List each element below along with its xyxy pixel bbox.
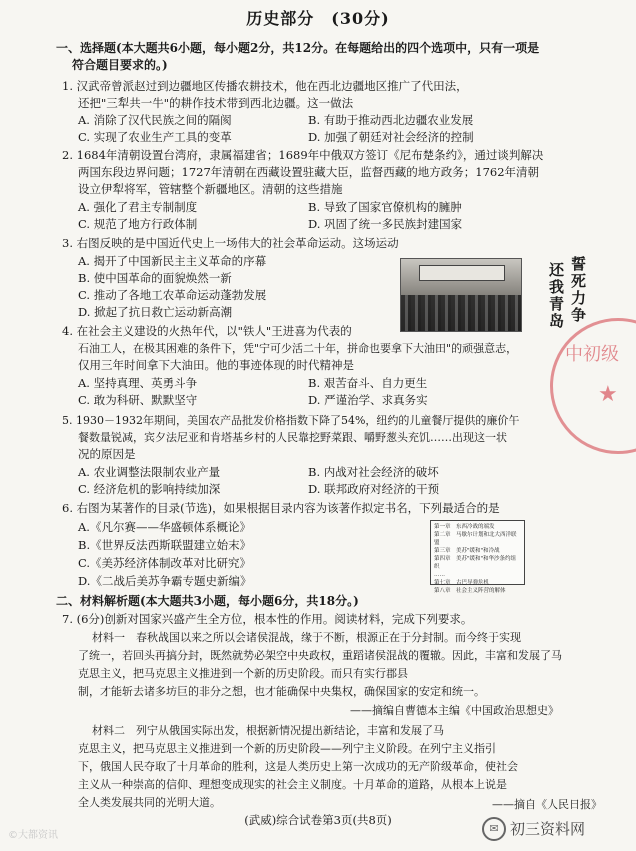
- q4-stem-3: 仅用三年时间拿下大油田。他的事迹体现的时代精神是: [78, 358, 354, 372]
- toc-entry: 第二章 马歇尔计划和北大西洋联盟: [434, 532, 517, 546]
- toc-entry: 第七章 古巴导弹危机: [434, 580, 490, 586]
- q7-material1-line4: 制，才能斩去诸多坊巨的非分之想，也才能确保中央集权，确保国家的安定和统一。: [78, 685, 485, 698]
- q2-stem-3: 设立伊犁将军，管辖整个新疆地区。清朝的这些措施: [78, 182, 343, 196]
- q7-material2-line4: 主义从一种崇高的信仰、理想变成现实的社会主义制度。十月革命的道路，从根本上说是: [78, 778, 507, 791]
- toc-entry: 第三章 美苏"缓和"和冷战: [434, 548, 500, 554]
- q4-option-a: A. 坚持真理、英勇斗争: [78, 376, 198, 390]
- q6-stem: 6. 右图为某著作的目录(节选)，如果根据目录内容为该著作拟定书名，下列最适合的是: [62, 501, 500, 515]
- toc-ellipsis: ……: [434, 572, 445, 578]
- q2-option-c: C. 规范了地方行政体制: [78, 217, 198, 231]
- toc-entry: 第一章 东西冷战的端发: [434, 524, 495, 530]
- q3-caption-1: 誓死力争: [569, 256, 587, 324]
- q7-material1-line1: 材料一 春秋战国以来之所以会诸侯混战，缘于不断，根源正在于分封制。而今终于实现: [92, 631, 521, 644]
- page-title: 历史部分 (30分): [246, 9, 390, 28]
- q2-stem-2: 两国东段边界问题；1727年清朝在西藏设置驻藏大臣，监督西藏的地方政务；1762年清朝: [78, 165, 540, 179]
- q4-stem-1: 4. 在社会主义建设的火热年代，以"铁人"王进喜为代表的: [62, 324, 352, 338]
- q7-material1-line2: 了统一，若回头再搞分封，既然就势必架空中央政权，重蹈诸侯混战的覆辙。因此，丰富和发展了马: [78, 649, 562, 662]
- q5-option-a: A. 农业调整法限制农业产量: [78, 465, 221, 479]
- q3-stem: 3. 右图反映的是中国近代史上一场伟大的社会革命运动。这场运动: [62, 236, 399, 250]
- q3-caption-2: 还我青岛: [547, 262, 565, 330]
- q5-stem-1: 5. 1930－1932年期间，美国农产品批发价格指数下降了54%，纽约的儿童餐厅提供的廉价午: [62, 414, 520, 427]
- q7-material2-line3: 下，俄国人民夺取了十月革命的胜利，这是人类历史上第一次成功的无产阶级革命，使社会: [78, 760, 518, 773]
- q5-stem-3: 况的原因是: [78, 447, 136, 461]
- q3-option-d: D. 掀起了抗日救亡运动新高潮: [78, 305, 233, 319]
- q7-material2-line5: 全人类发展共同的光明大道。: [78, 796, 221, 809]
- q1-option-c: C. 实现了农业生产工具的变革: [78, 130, 232, 144]
- q2-option-a: A. 强化了君主专制制度: [78, 200, 198, 214]
- q4-option-d: D. 严谨治学、求真务实: [308, 393, 428, 407]
- q4-stem-2: 石油工人，在极其困难的条件下，凭"宁可少活二十年，拼命也要拿下大油田"的顽强意志，: [78, 342, 518, 355]
- q7-material1-source: ——摘编自曹德本主编《中国政治思想史》: [350, 704, 559, 717]
- watermark-left: ©大都资讯: [8, 830, 58, 841]
- q4-option-c: C. 敢为科研、默默坚守: [78, 393, 198, 407]
- q6-option-b: B.《世界反法西斯联盟建立始末》: [78, 538, 252, 552]
- toc-entry: 第八章 社会主义阵营的解体: [434, 588, 506, 594]
- q1-option-b: B. 有助于推动西北边疆农业发展: [308, 113, 474, 127]
- q6-option-a: A.《凡尔赛——华盛顿体系概论》: [78, 520, 251, 534]
- q6-table-of-contents: [430, 520, 525, 594]
- protest-banner: [419, 265, 505, 281]
- q7-material2-line2: 克思主义，把马克思主义推进到一个新的历史阶段——列宁主义阶段。在列宁主义指引: [78, 742, 496, 755]
- stamp-star-icon: ★: [598, 382, 618, 407]
- q3-option-c: C. 推动了各地工农革命运动蓬勃发展: [78, 288, 267, 302]
- q3-option-a: A. 揭开了中国新民主主义革命的序幕: [78, 254, 267, 268]
- q2-stem-1: 2. 1684年清朝设置台湾府，隶属福建省；1689年中俄双方签订《尼布楚条约》，通过谈判解决: [62, 148, 544, 162]
- q1-option-d: D. 加强了朝廷对社会经济的控制: [308, 130, 474, 144]
- q5-option-b: B. 内战对社会经济的破坏: [308, 465, 439, 479]
- wechat-icon: ✉: [482, 817, 506, 841]
- q7-material1-line3: 克思主义，把马克思主义推进到一个新的历史阶段。而只有实行郡县: [78, 667, 408, 680]
- q7-material2-source: ——摘自《人民日报》: [492, 798, 602, 811]
- q6-option-c: C.《美苏经济体制改革对比研究》: [78, 556, 252, 570]
- watermark-right: 初三资料网: [510, 820, 586, 838]
- q3-option-b: B. 使中国革命的面貌焕然一新: [78, 271, 232, 285]
- q5-stem-2: 餐数量锐减，宾夕法尼亚和肯塔基乡村的人民靠挖野菜跟、嚼野葱头充饥……出现这一状: [78, 431, 507, 444]
- q5-option-c: C. 经济危机的影响持续加深: [78, 482, 221, 496]
- q4-option-b: B. 艰苦奋斗、自力更生: [308, 376, 428, 390]
- stamp-text: 中初级: [565, 344, 619, 365]
- q7-material2-line1: 材料二 列宁从俄国实际出发，根据新情况提出新结论，丰富和发展了马: [92, 724, 444, 737]
- q1-stem-2: 还把"三犁共一牛"的耕作技术带到西北边疆。这一做法: [78, 96, 354, 110]
- toc-entry: 第四章 美苏"缓和"和华沙条约组织: [434, 556, 517, 570]
- q1-stem-1: 1. 汉武帝曾派赵过到边疆地区传播农耕技术，他在西北边疆地区推广了代田法，: [62, 79, 468, 93]
- q5-option-d: D. 联邦政府对经济的干预: [308, 482, 440, 496]
- section1-header-cont: 符合题目要求的。): [72, 58, 168, 72]
- q7-stem: 7. (6分)创新对国家兴盛产生全方位，根本性的作用。阅读材料，完成下列要求。: [62, 612, 473, 626]
- q2-option-d: D. 巩固了统一多民族封建国家: [308, 217, 463, 231]
- q6-option-d: D.《二战后美苏争霸专题史新编》: [78, 574, 252, 588]
- page-footer: (武威)综合试卷第3页(共8页): [244, 813, 392, 827]
- q1-option-a: A. 消除了汉代民族之间的隔阂: [78, 113, 232, 127]
- section1-header: 一、选择题(本大题共6小题，每小题2分，共12分。在每题给出的四个选项中，只有一项是: [56, 41, 540, 55]
- may-fourth-protest-photo: [400, 258, 522, 332]
- q2-option-b: B. 导致了国家官僚机构的臃肿: [308, 200, 462, 214]
- section2-header: 二、材料解析题(本大题共3小题，每小题6分，共18分。): [56, 594, 359, 608]
